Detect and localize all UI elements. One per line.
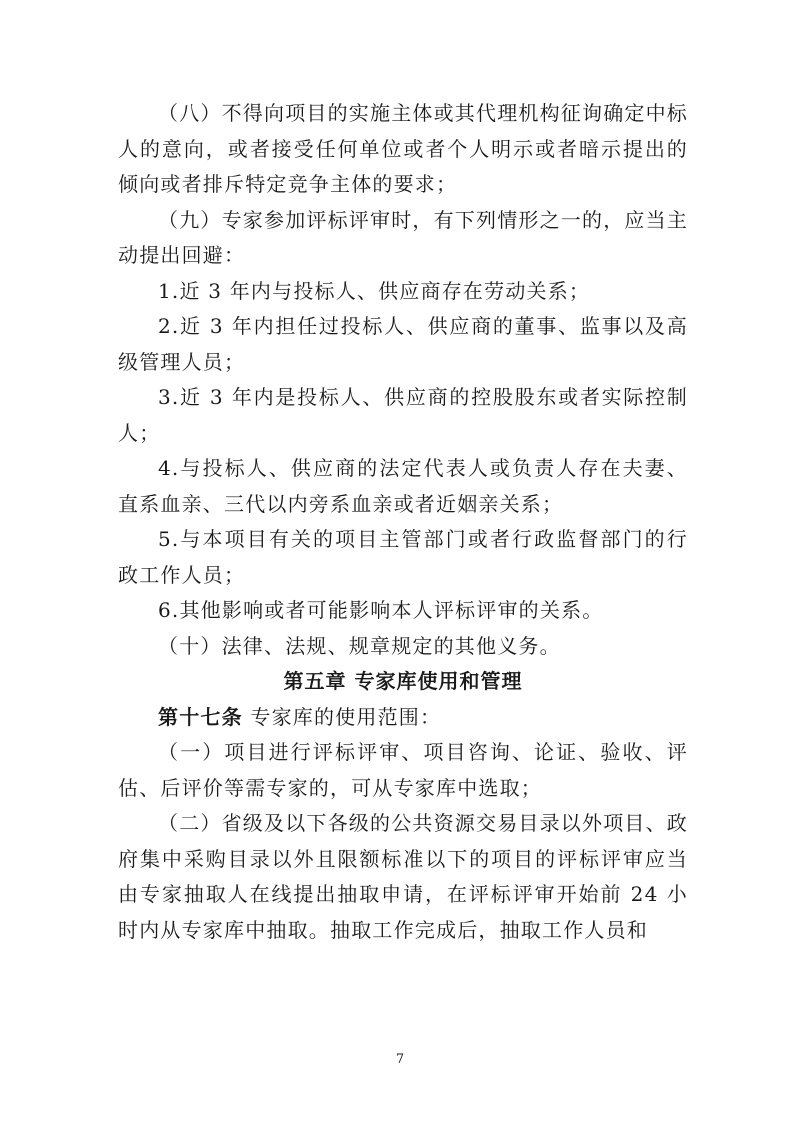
recusal-condition-3: 3.近 3 年内是投标人、供应商的控股股东或者实际控制人； [118, 385, 688, 445]
document-page [118, 96, 688, 948]
page-number: 7 [395, 1052, 405, 1067]
usage-scope-item-1: （一）项目进行评标评审、项目咨询、论证、验收、评估、后评价等需专家的，可从专家库中选取； [118, 740, 688, 800]
chapter-title: 第五章 专家库使用和管理 [283, 669, 523, 693]
usage-scope-item-2: （二）省级及以下各级的公共资源交易目录以外项目、政府集中采购目录以外且限额标准以下的项目的评标评审应当由专家抽取人在线提出抽取申请，在评标评审开始前 24 小时内从专家库中抽取。抽取工作完成后，抽取工作人员和 [118, 811, 688, 942]
recusal-condition-1: 1.近 3 年内与投标人、供应商存在劳动关系； [158, 278, 591, 303]
paragraph-item-10: （十）法律、法规、规章规定的其他义务。 [158, 633, 561, 658]
article-17-heading: 第十七条 [158, 704, 243, 729]
paragraph-item-9: （九）专家参加评标评审时，有下列情形之一的，应当主动提出回避： [118, 207, 688, 267]
recusal-condition-6: 6.其他影响或者可能影响本人评标评审的关系。 [158, 598, 604, 622]
recusal-condition-2: 2.近 3 年内担任过投标人、供应商的董事、监事以及高级管理人员； [118, 314, 688, 374]
paragraph-item-8: （八）不得向项目的实施主体或其代理机构征询确定中标人的意向，或者接受任何单位或者个人明示或者暗示提出的倾向或者排斥特定竞争主体的要求； [118, 101, 688, 196]
article-17-text: 专家库的使用范围： [242, 704, 442, 729]
recusal-condition-5: 5.与本项目有关的项目主管部门或者行政监督部门的行政工作人员； [118, 527, 688, 587]
recusal-condition-4: 4.与投标人、供应商的法定代表人或负责人存在夫妻、直系血亲、三代以内旁系血亲或者近姻亲关系； [118, 456, 688, 516]
article-17 [118, 700, 688, 736]
